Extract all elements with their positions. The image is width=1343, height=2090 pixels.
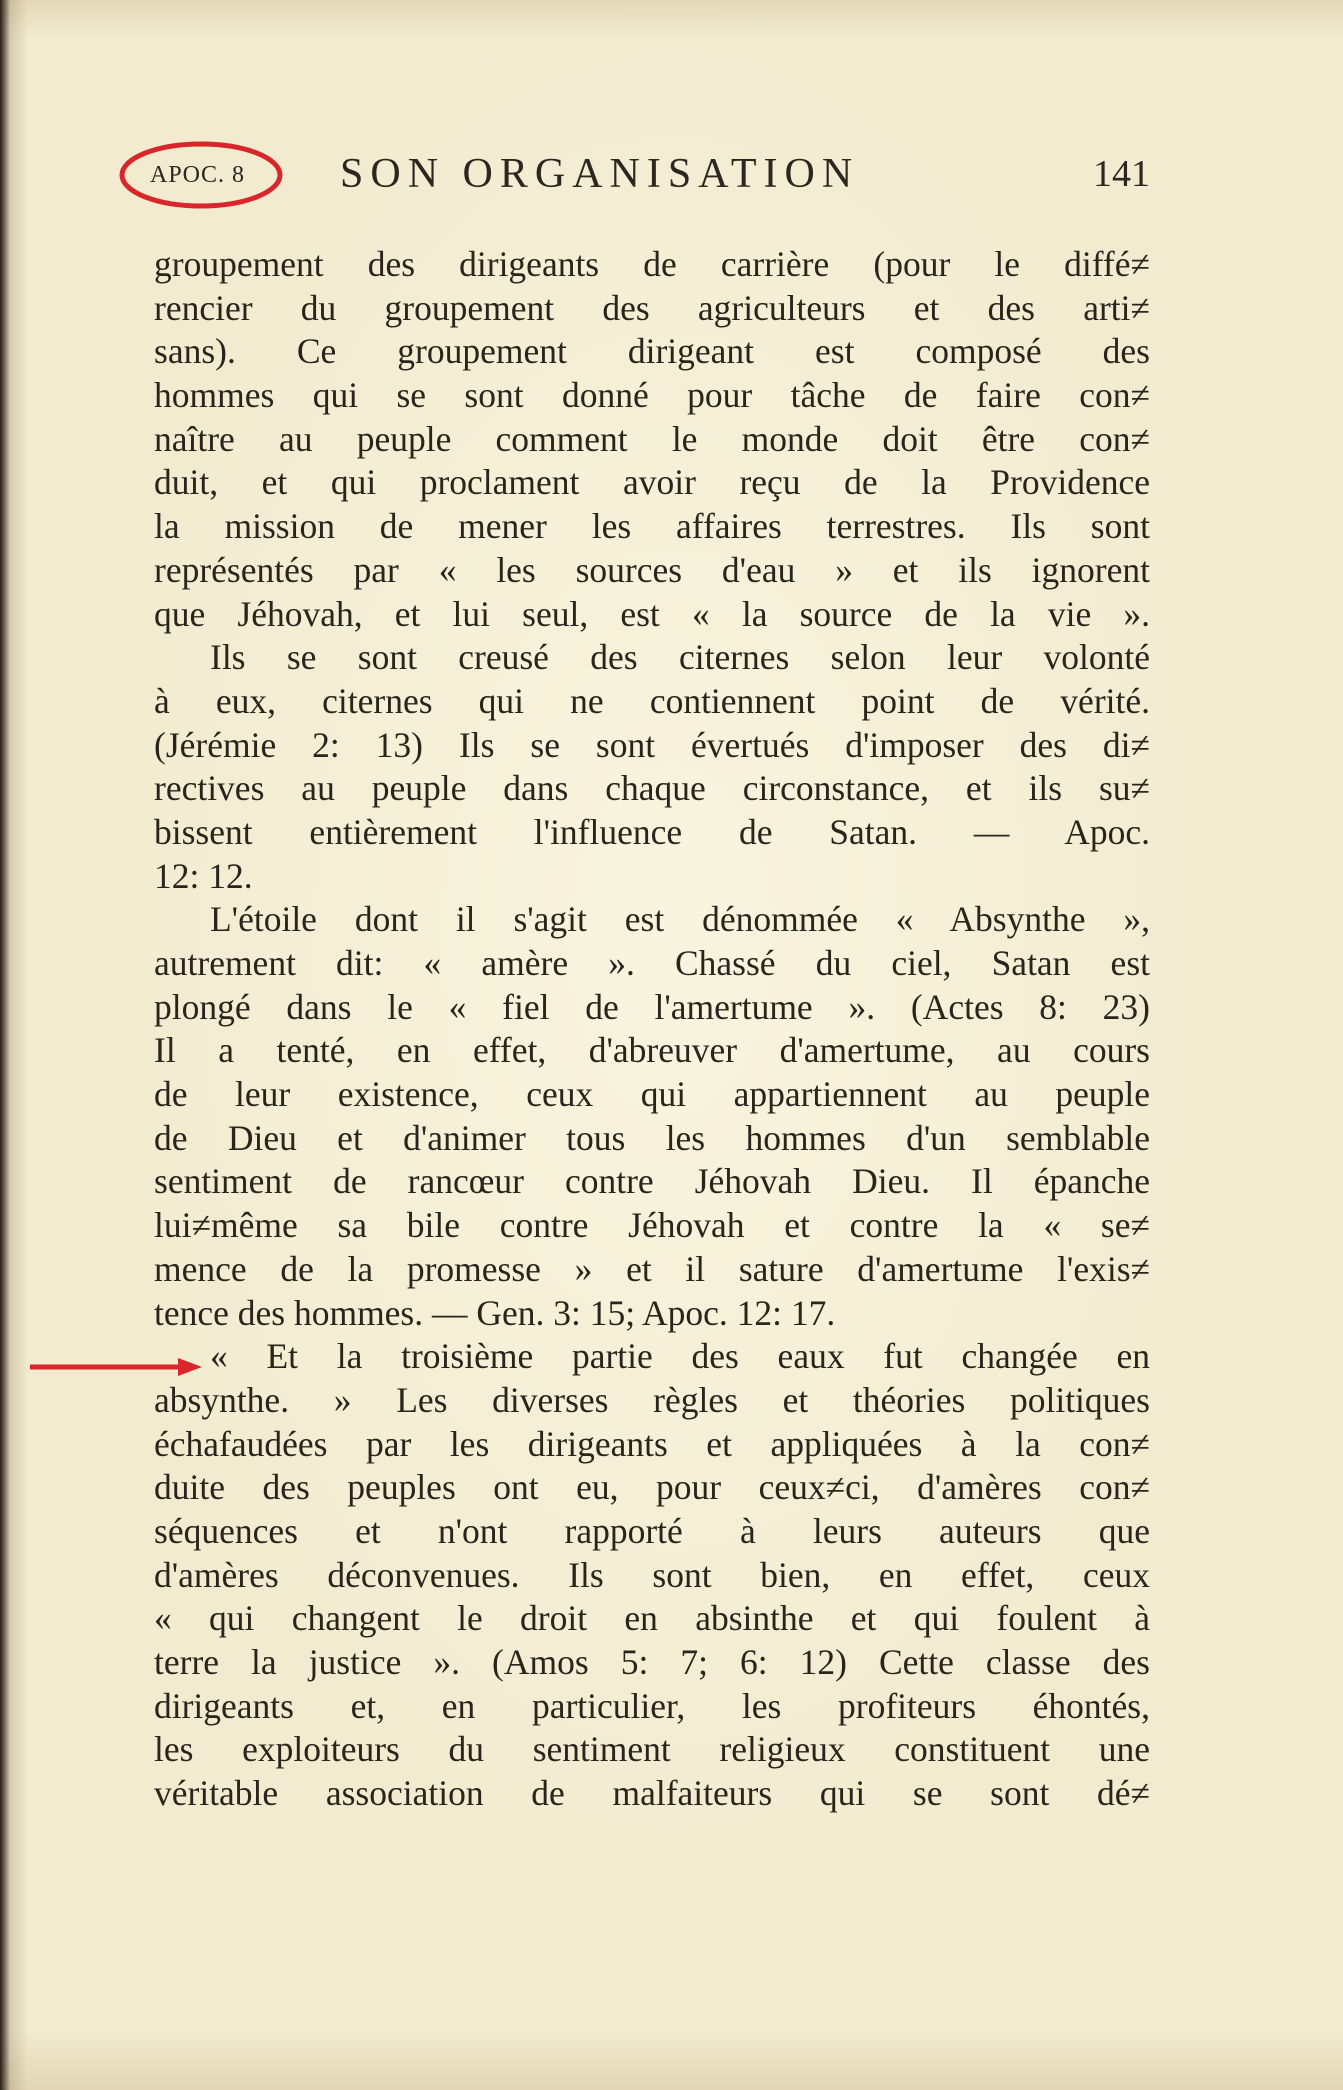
binding-edge-shadow <box>0 0 10 2090</box>
text-line: bissent entièrement l'influence de Satan. — Apoc. <box>154 811 1150 852</box>
page-number: 141 <box>1093 153 1150 195</box>
text-line: représentés par « les sources d'eau » et ils ignorent <box>154 549 1150 590</box>
text-line: plongé dans le « fiel de l'amertume ». (Actes 8: 23) <box>154 986 1150 1027</box>
text-line: dirigeants et, en particulier, les profiteurs éhontés, <box>154 1685 1150 1726</box>
section-label: APOC. 8 <box>150 162 246 188</box>
text-line: sans). Ce groupement dirigeant est composé des <box>154 331 1150 372</box>
text-line: de leur existence, ceux qui appartiennent au peuple <box>154 1074 1150 1115</box>
text-line: que Jéhovah, et lui seul, est « la source de la vie ». <box>154 593 1150 634</box>
paragraph-end-line: 12: 12. <box>154 855 253 896</box>
text-line: mence de la promesse » et il sature d'amertume l'exis≠ <box>154 1248 1150 1289</box>
text-line: échafaudées par les dirigeants et appliquées à la con≠ <box>154 1423 1150 1464</box>
running-title: SON ORGANISATION <box>340 151 860 197</box>
text-line: naître au peuple comment le monde doit être con≠ <box>154 418 1150 459</box>
text-line: les exploiteurs du sentiment religieux constituent une <box>154 1729 1150 1770</box>
text-line: véritable association de malfaiteurs qui se sont dé≠ <box>154 1773 1150 1814</box>
text-line: de Dieu et d'animer tous les hommes d'un semblable <box>154 1117 1150 1158</box>
body-text <box>154 243 1150 1816</box>
text-line: sentiment de rancœur contre Jéhovah Dieu. Il épanche <box>154 1161 1150 1202</box>
text-line: lui≠même sa bile contre Jéhovah et contre la « se≠ <box>154 1205 1150 1246</box>
text-line: absynthe. » Les diverses règles et théories politiques <box>154 1379 1150 1420</box>
text-line: d'amères déconvenues. Ils sont bien, en effet, ceux <box>154 1554 1150 1595</box>
paragraph-start-line: Ils se sont creusé des citernes selon leur volonté <box>210 637 1150 678</box>
paragraph-start-line: L'étoile dont il s'agit est dénommée « Absynthe », <box>210 899 1150 940</box>
highlighted-paragraph-start-line: « Et la troisième partie des eaux fut changée en <box>210 1336 1150 1377</box>
text-line: rectives au peuple dans chaque circonstance, et ils su≠ <box>154 768 1150 809</box>
text-line: (Jérémie 2: 13) Ils se sont évertués d'imposer des di≠ <box>154 724 1150 765</box>
text-line: la mission de mener les affaires terrestres. Ils sont <box>154 506 1150 547</box>
text-line: duit, et qui proclament avoir reçu de la Providence <box>154 462 1150 503</box>
text-line: terre la justice ». (Amos 5: 7; 6: 12) Cette classe des <box>154 1642 1150 1682</box>
text-line: Il a tenté, en effet, d'abreuver d'amertume, au cours <box>154 1030 1150 1071</box>
text-line: séquences et n'ont rapporté à leurs auteurs que <box>154 1510 1150 1551</box>
text-line: rencier du groupement des agriculteurs et des arti≠ <box>154 287 1150 328</box>
text-line: « qui changent le droit en absinthe et qui foulent à <box>154 1598 1150 1639</box>
text-line: hommes qui se sont donné pour tâche de faire con≠ <box>154 375 1150 416</box>
text-line: groupement des dirigeants de carrière (pour le diffé≠ <box>154 244 1150 284</box>
text-line: à eux, citernes qui ne contiennent point de vérité. <box>154 680 1150 721</box>
text-line: autrement dit: « amère ». Chassé du ciel, Satan est <box>154 943 1150 983</box>
text-line: duite des peuples ont eu, pour ceux≠ci, d'amères con≠ <box>154 1467 1150 1508</box>
paragraph-end-line: tence des hommes. — Gen. 3: 15; Apoc. 12: 17. <box>154 1292 836 1333</box>
running-header <box>150 148 1150 208</box>
